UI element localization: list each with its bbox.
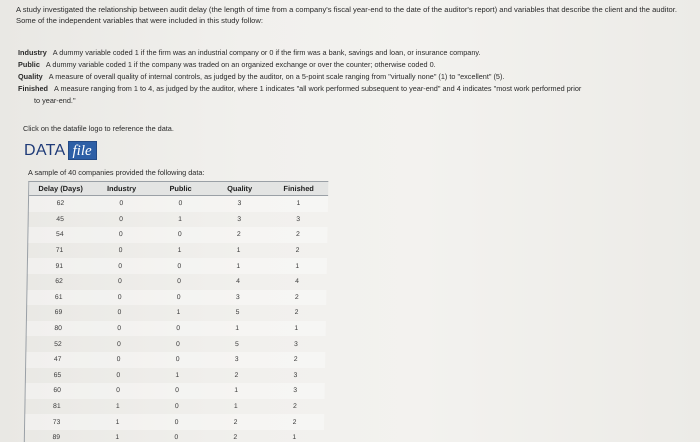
table-cell: 2: [233, 418, 238, 426]
table-cell: 0: [119, 200, 124, 208]
term-label: Finished: [18, 84, 48, 94]
table-cell: 1: [294, 325, 299, 333]
table-cell: 0: [116, 371, 121, 379]
table-row: [25, 399, 324, 415]
term-label: Industry: [18, 47, 47, 57]
table-cell: 2: [292, 403, 297, 411]
table-cell: 47: [53, 356, 62, 364]
definition-industry: [18, 46, 686, 58]
table-cell: 2: [295, 231, 300, 239]
definition-public: [18, 58, 686, 70]
table-cell: 1: [177, 247, 182, 255]
table-cell: 1: [178, 215, 183, 223]
table-cell: 0: [117, 309, 122, 317]
definition-finished-continued: [18, 95, 686, 107]
table-cell: 1: [176, 309, 181, 317]
table-row: [26, 383, 325, 399]
term-description: to year-end.": [34, 96, 76, 106]
table-cell: 3: [294, 340, 298, 348]
table-cell: 69: [54, 309, 63, 317]
table-row: [27, 290, 326, 306]
table-cell: 0: [177, 231, 182, 239]
table-cell: 1: [292, 434, 297, 442]
table-cell: 3: [293, 371, 298, 379]
table-cell: 0: [177, 278, 181, 286]
table-cell: 1: [115, 434, 120, 442]
header-industry: Industry: [106, 184, 137, 193]
table-cell: 0: [118, 262, 123, 270]
table-cell: 62: [56, 200, 65, 208]
datafile-file-badge: file: [68, 141, 97, 160]
datafile-word: DATA: [24, 141, 66, 159]
definition-quality: [18, 70, 686, 82]
variable-definitions: [18, 46, 686, 107]
table-cell: 1: [235, 325, 240, 333]
table-cell: 2: [294, 309, 299, 317]
definition-finished: [18, 83, 686, 95]
datafile-logo[interactable]: [24, 141, 97, 160]
table-row: [25, 430, 324, 442]
table-cell: 1: [236, 262, 241, 270]
table-cell: 2: [293, 356, 298, 364]
table-cell: 2: [233, 434, 238, 442]
table-row: [28, 243, 327, 259]
header-delay: Delay (Days): [38, 184, 83, 193]
table-cell: 60: [53, 387, 61, 395]
table-cell: 1: [295, 262, 300, 270]
table-cell: 0: [176, 325, 181, 333]
table-cell: 0: [175, 356, 180, 364]
table-cell: 0: [117, 293, 122, 301]
header-quality: Quality: [227, 184, 253, 193]
table-cell: 3: [237, 215, 242, 223]
table-cell: 1: [233, 403, 238, 411]
table-cell: 0: [116, 387, 121, 395]
table-cell: 2: [236, 231, 241, 239]
table-header: [29, 182, 328, 196]
table-row: [29, 212, 328, 228]
table-cell: 61: [54, 293, 63, 301]
table-cell: 54: [55, 231, 64, 239]
table-cell: 4: [236, 278, 240, 286]
table-cell: 71: [55, 247, 64, 255]
table-row: [26, 352, 325, 368]
table-row: [29, 196, 328, 212]
header-public: Public: [169, 184, 192, 193]
table-cell: 0: [174, 418, 179, 426]
table-cell: 1: [296, 200, 301, 208]
header-finished: Finished: [283, 184, 314, 193]
click-instruction: Click on the datafile logo to reference the data.: [23, 124, 174, 133]
term-description: A dummy variable coded 1 if the company was traded on an organized exchange or over the counter; otherwise coded 0.: [45, 59, 436, 69]
table-cell: 62: [55, 278, 63, 286]
table-row: [28, 258, 327, 274]
table-cell: 0: [116, 340, 121, 348]
table-cell: 80: [54, 325, 63, 333]
term-label: Public: [18, 59, 40, 69]
table-cell: 0: [177, 262, 182, 270]
table-cell: 2: [234, 371, 239, 379]
table-cell: 52: [54, 340, 62, 348]
table-cell: 0: [175, 387, 180, 395]
table-cell: 0: [118, 247, 123, 255]
table-cell: 91: [55, 262, 64, 270]
term-description: A dummy variable coded 1 if the firm was an industrial company or 0 if the firm was a bank, savings and loan, or insurance company.: [52, 47, 481, 57]
table-cell: 73: [52, 418, 61, 426]
table-cell: 81: [52, 403, 61, 411]
intro-paragraph: A study investigated the relationship between audit delay (the length of time from a company's fiscal year-end to the date of the auditor's report) and variables that describe the client and the auditor. Some of the independent variables that were included in this study follow:: [16, 5, 677, 25]
table-row: [28, 227, 327, 243]
table-cell: 45: [56, 215, 64, 223]
table-cell: 1: [236, 247, 241, 255]
table-cell: 89: [52, 434, 61, 442]
table-row: [26, 336, 325, 352]
table-cell: 1: [115, 403, 120, 411]
table-row: [27, 305, 326, 321]
table-cell: 1: [115, 418, 120, 426]
table-row: [27, 321, 326, 337]
table-cell: 5: [234, 340, 239, 348]
table-cell: 0: [117, 325, 122, 333]
table-body: [25, 196, 328, 442]
term-label: Quality: [18, 71, 43, 81]
table-cell: 0: [174, 434, 179, 442]
table-cell: 3: [237, 200, 242, 208]
table-cell: 2: [295, 247, 300, 255]
table-cell: 0: [118, 231, 123, 239]
sample-description: A sample of 40 companies provided the following data:: [28, 168, 205, 177]
table-cell: 3: [235, 293, 240, 301]
table-row: [25, 414, 324, 430]
table-cell: 0: [116, 356, 121, 364]
table-cell: 3: [234, 356, 239, 364]
table-cell: 3: [296, 215, 301, 223]
table-cell: 0: [175, 340, 180, 348]
table-cell: 0: [176, 293, 181, 301]
table-cell: 0: [174, 403, 179, 411]
table-cell: 0: [178, 200, 183, 208]
table-cell: 5: [235, 309, 240, 317]
table-cell: 0: [119, 215, 123, 223]
data-table: [24, 181, 329, 442]
term-description: A measure ranging from 1 to 4, as judged by the auditor, where 1 indicates "all work performed subsequent to year-end" and 4 indicates "most work performed prior: [54, 84, 582, 94]
table-cell: 3: [293, 387, 298, 395]
term-description: A measure of overall quality of internal controls, as judged by the auditor, on a 5-point scale ranging from "virtually none" (1) to "excellent" (5).: [48, 71, 505, 81]
table-cell: 2: [294, 293, 299, 301]
table-cell: 4: [295, 278, 300, 286]
table-cell: 1: [175, 371, 180, 379]
table-cell: 0: [118, 278, 122, 286]
table-cell: 2: [292, 418, 297, 426]
table-row: [26, 368, 325, 384]
table-row: [27, 274, 326, 290]
table-cell: 1: [234, 387, 239, 395]
table-cell: 65: [53, 371, 62, 379]
